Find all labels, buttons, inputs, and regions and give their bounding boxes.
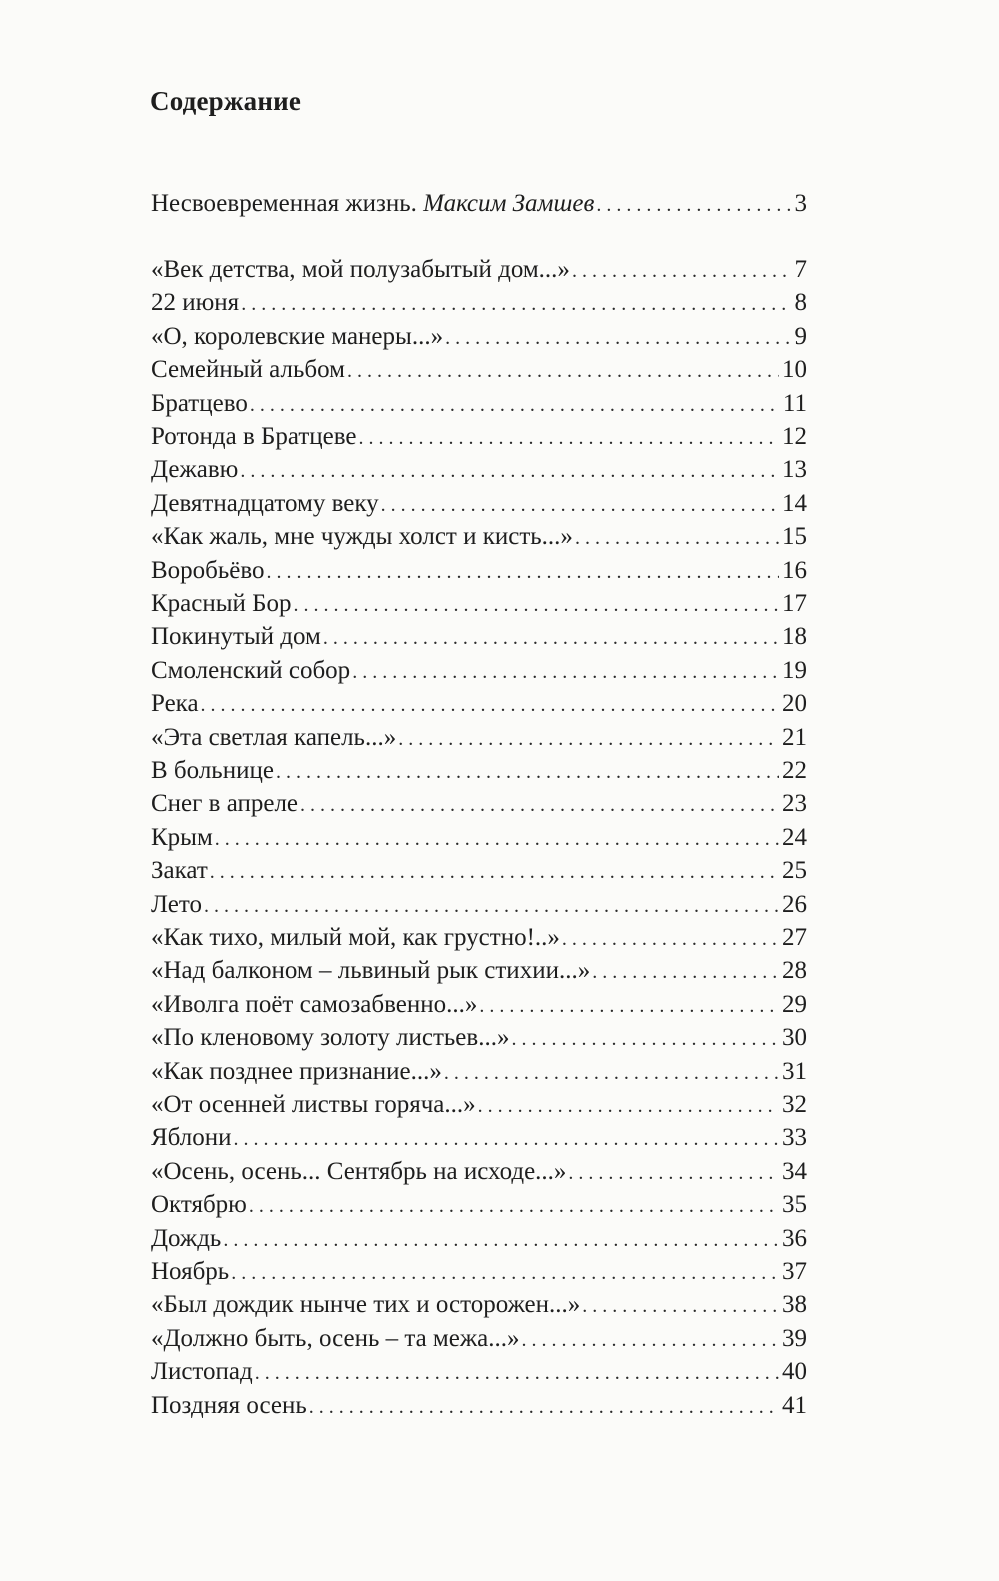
toc-entry-title: Братцево <box>151 389 248 417</box>
toc-entry-page: 12 <box>782 423 807 450</box>
toc-entry-title: Крым <box>151 823 213 851</box>
toc-entry-page: 14 <box>782 489 807 517</box>
toc-entry <box>151 821 807 854</box>
toc-entry-page: 39 <box>782 1324 807 1352</box>
dot-leader <box>596 189 791 222</box>
toc-entry <box>151 687 807 720</box>
toc-entry-page: 28 <box>782 957 807 985</box>
toc-entry-title: Красный Бор <box>151 590 292 617</box>
toc-entry-title: «Над балконом – львиный рык стихии...» <box>151 957 591 985</box>
toc-entry <box>151 954 807 987</box>
toc-entry-page: 7 <box>794 256 807 283</box>
preface-title: Несвоевременная жизнь. <box>151 190 424 217</box>
dot-leader <box>249 1190 779 1223</box>
dot-leader <box>444 1057 779 1090</box>
toc-entry-page: 40 <box>782 1358 807 1386</box>
toc-entry-title: «По кленовому золоту листьев...» <box>151 1024 510 1052</box>
toc-entry <box>151 1322 807 1355</box>
toc-entry-page: 20 <box>782 690 807 718</box>
dot-leader <box>445 322 791 355</box>
dot-leader <box>276 756 779 789</box>
toc-entry <box>151 353 807 386</box>
toc-entry-page: 9 <box>794 322 807 350</box>
toc-entry-title: В больнице <box>151 757 274 784</box>
toc-entry <box>151 487 807 520</box>
toc-entry <box>151 854 807 887</box>
dot-leader <box>300 789 779 822</box>
dot-leader <box>323 622 779 655</box>
toc-entry-title: Лето <box>151 890 202 918</box>
toc-entry <box>151 1055 807 1088</box>
toc-entry <box>151 654 807 687</box>
toc-entry-title: Река <box>151 690 199 718</box>
toc-entry <box>151 787 807 820</box>
dot-leader <box>575 522 779 555</box>
toc-entry-page: 23 <box>782 790 807 818</box>
dot-leader <box>568 1157 779 1190</box>
toc-entry-title: «Должно быть, осень – та межа...» <box>151 1324 520 1352</box>
toc-entry-title: Девятнадцатому веку <box>151 489 379 517</box>
toc-entry-title <box>151 187 594 220</box>
toc-entry <box>151 1288 807 1321</box>
toc-entry <box>151 1389 807 1422</box>
toc-entry-title: Смоленский собор <box>151 656 351 684</box>
toc-entry-title: Семейный альбом <box>151 356 345 384</box>
dot-leader <box>294 589 779 622</box>
dot-leader <box>309 1391 779 1424</box>
toc-entry-page: 3 <box>794 190 807 217</box>
toc-entry-title: «Осень, осень... Сентябрь на исходе...» <box>151 1157 567 1185</box>
toc-entry <box>151 1121 807 1154</box>
dot-leader <box>234 1123 779 1156</box>
toc-entry <box>151 587 807 620</box>
dot-leader <box>398 723 779 756</box>
toc-entry-title: «Как тихо, милый мой, как грустно!..» <box>151 924 560 951</box>
toc-entry-title: Ноябрь <box>151 1258 230 1285</box>
toc-entry <box>151 1021 807 1054</box>
toc-entry <box>151 1222 807 1255</box>
toc-entry <box>151 921 807 954</box>
toc-entry-page: 24 <box>782 823 807 851</box>
toc-entry <box>151 387 807 420</box>
toc-entry-page: 26 <box>782 890 807 918</box>
dot-leader <box>223 1224 779 1257</box>
toc-entry <box>151 554 807 587</box>
toc-entry <box>151 420 807 453</box>
toc-entry-title: Покинутый дом <box>151 623 321 651</box>
toc-entry-page: 38 <box>782 1291 807 1319</box>
dot-leader <box>347 355 779 388</box>
toc-entry <box>151 1155 807 1188</box>
toc-entry-title: «О, королевские манеры...» <box>151 322 444 350</box>
toc-entry-page: 36 <box>782 1224 807 1252</box>
toc-entry-title: «Эта светлая капель...» <box>151 723 397 751</box>
toc-entry-page: 25 <box>782 857 807 885</box>
toc-entry <box>151 1355 807 1388</box>
dot-leader <box>582 1290 779 1323</box>
dot-leader <box>511 1023 779 1056</box>
toc-entry-title: Воробьёво <box>151 556 265 584</box>
toc-entry-page: 37 <box>782 1258 807 1285</box>
dot-leader <box>478 1090 779 1123</box>
toc-entry-page: 13 <box>782 456 807 484</box>
toc-entry <box>151 1088 807 1121</box>
toc-entry-title: Поздняя осень <box>151 1391 307 1419</box>
toc-entry-title: Октябрю <box>151 1191 247 1219</box>
toc-entry-page: 29 <box>782 990 807 1018</box>
preface-author: Максим Замшев <box>423 190 595 217</box>
toc-entry-title: «Как жаль, мне чужды холст и кисть...» <box>151 523 573 551</box>
toc-entry-page: 10 <box>782 356 807 384</box>
toc-entry-title: Ротонда в Братцеве <box>151 423 357 450</box>
dot-leader <box>592 956 779 989</box>
toc-entry-page: 8 <box>794 289 807 317</box>
toc-entry-page: 33 <box>782 1124 807 1152</box>
dot-leader <box>210 856 779 889</box>
toc-entry <box>151 888 807 921</box>
dot-leader <box>204 890 779 923</box>
toc-entry-title: «Как позднее признание...» <box>151 1057 442 1085</box>
dot-leader <box>359 422 779 455</box>
toc-entry-title: Дождь <box>151 1224 222 1252</box>
dot-leader <box>479 990 779 1023</box>
toc-entry-page: 17 <box>782 590 807 617</box>
toc-entry-title: Листопад <box>151 1358 253 1386</box>
toc-entry-page: 34 <box>782 1157 807 1185</box>
toc-entry-title: Снег в апреле <box>151 790 299 818</box>
toc-entry <box>151 1255 807 1288</box>
toc-entry-title: Дежавю <box>151 456 239 484</box>
toc-preface-entry <box>151 187 807 220</box>
toc-entry-title: «От осенней листвы горяча...» <box>151 1091 476 1118</box>
toc-entry <box>151 286 807 319</box>
toc-entry-title: Закат <box>151 857 208 885</box>
toc-entry-page: 19 <box>782 656 807 684</box>
toc-entry-page: 22 <box>782 757 807 784</box>
dot-leader <box>255 1357 779 1390</box>
toc-entry-page: 31 <box>782 1057 807 1085</box>
toc-entry-title: «Был дождик нынче тих и осторожен...» <box>151 1291 581 1319</box>
toc-entry-page: 30 <box>782 1024 807 1052</box>
dot-leader <box>381 489 779 522</box>
dot-leader <box>352 656 779 689</box>
dot-leader <box>521 1324 779 1357</box>
toc-entry <box>151 453 807 486</box>
contents-heading: Содержание <box>150 86 302 116</box>
dot-leader <box>572 255 792 288</box>
dot-leader <box>267 556 779 589</box>
toc-entry-page: 11 <box>782 389 807 417</box>
toc-entry <box>151 620 807 653</box>
toc-entry-page: 21 <box>782 723 807 751</box>
toc-entry <box>151 1188 807 1221</box>
toc-entry <box>151 253 807 286</box>
dot-leader <box>240 455 779 488</box>
toc-entry-page: 16 <box>782 556 807 584</box>
dot-leader <box>215 823 779 856</box>
toc-entry-title: 22 июня <box>151 289 240 317</box>
dot-leader <box>562 923 779 956</box>
toc-entry-page: 18 <box>782 623 807 651</box>
dot-leader <box>201 689 779 722</box>
toc-entry <box>151 988 807 1021</box>
toc-entry-page: 15 <box>782 523 807 551</box>
toc-entry-page: 27 <box>782 924 807 951</box>
dot-leader <box>250 389 780 422</box>
toc-entry-page: 35 <box>782 1191 807 1219</box>
toc-entry-title: Яблони <box>151 1124 232 1152</box>
toc-entry-title: «Век детства, мой полузабытый дом...» <box>151 256 570 283</box>
dot-leader <box>231 1257 779 1290</box>
toc-entry <box>151 754 807 787</box>
toc-entry <box>151 320 807 353</box>
toc-entry-page: 41 <box>782 1391 807 1419</box>
dot-leader <box>241 288 791 321</box>
toc-entry <box>151 721 807 754</box>
toc-entry <box>151 520 807 553</box>
toc-entry-page: 32 <box>782 1091 807 1118</box>
toc-entry-title: «Иволга поёт самозабвенно...» <box>151 990 478 1018</box>
